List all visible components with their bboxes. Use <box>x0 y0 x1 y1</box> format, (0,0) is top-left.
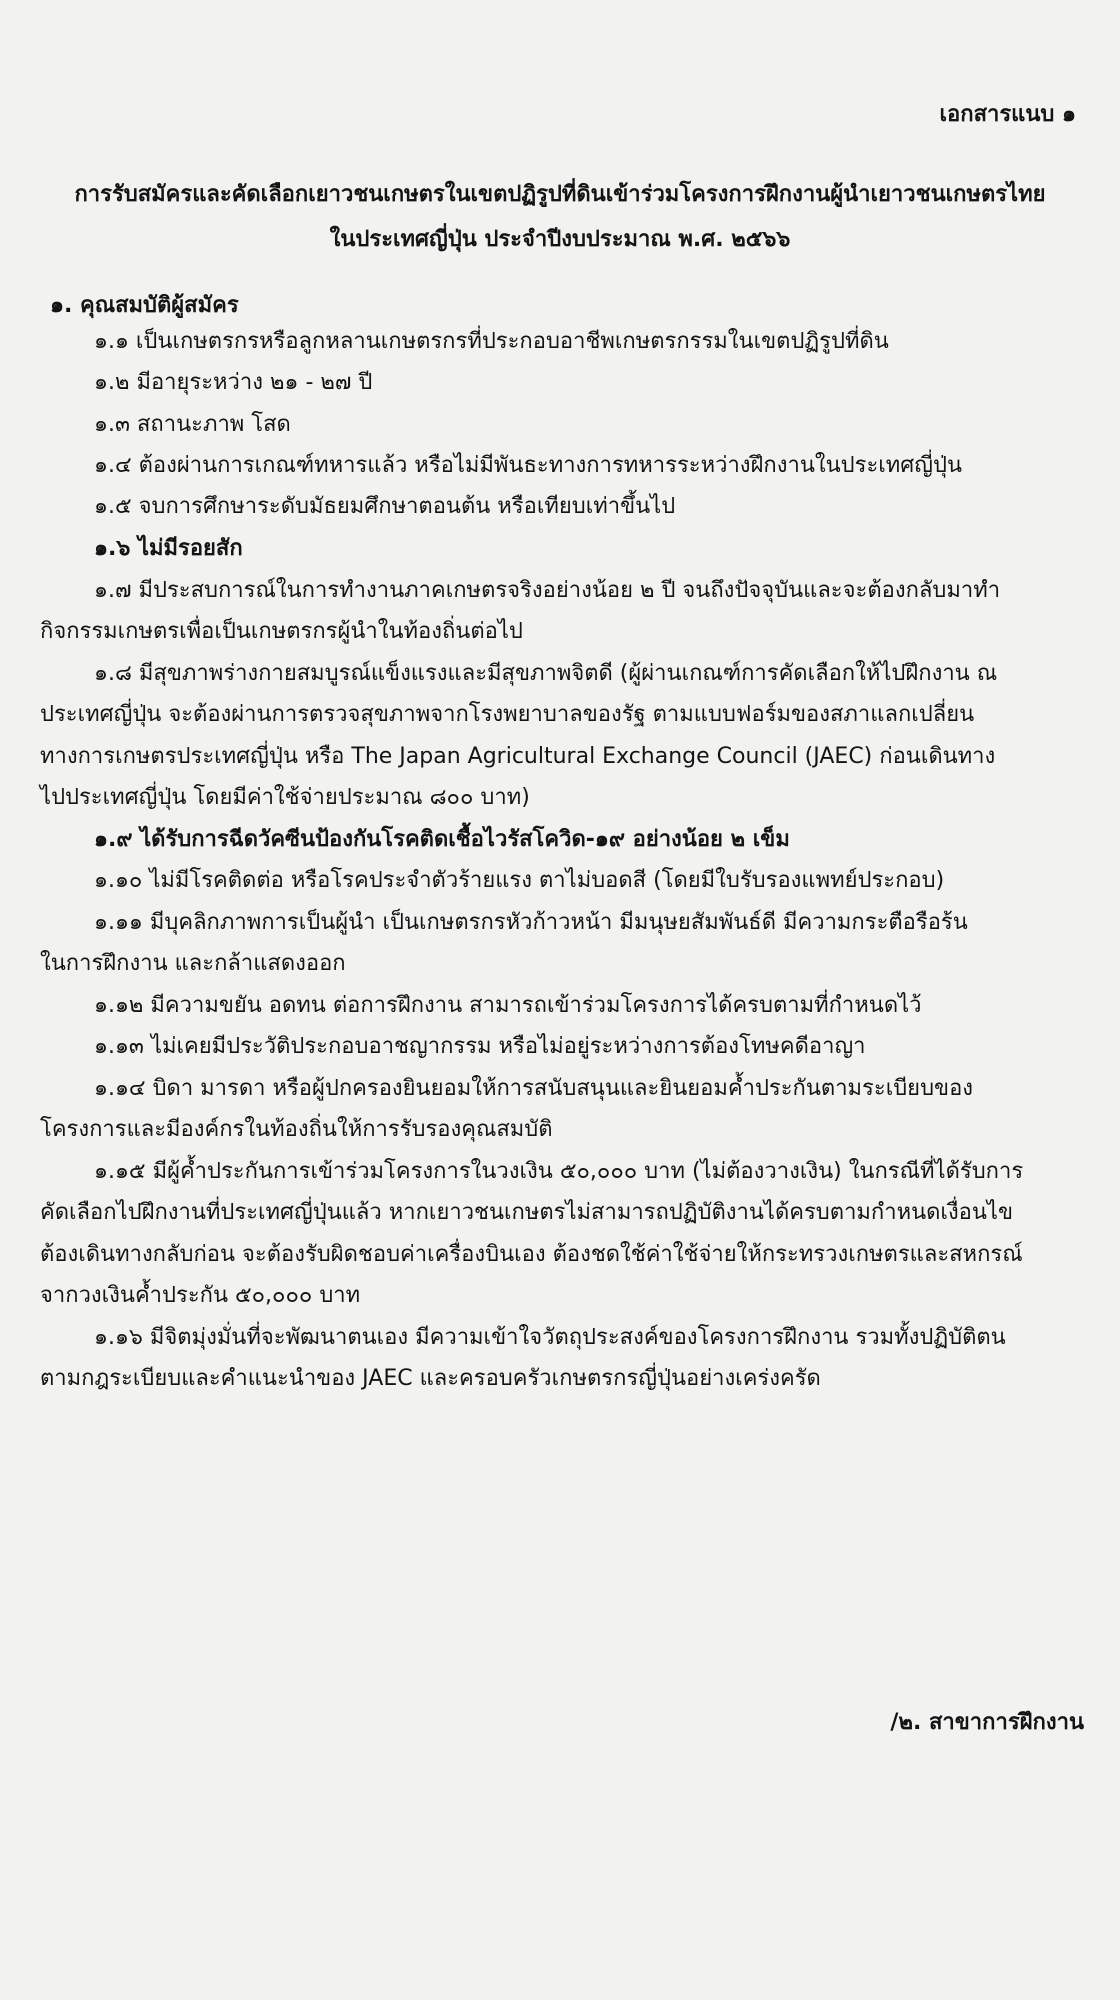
item-1-8-line-4: ไปประเทศญี่ปุ่น โดยมีค่าใช้จ่ายประมาณ ๘๐๐ บาท) <box>40 785 530 810</box>
section-heading: ๑. คุณสมบัติผู้สมัคร <box>50 293 239 318</box>
item-1-8-line-3: ทางการเกษตรประเทศญี่ปุ่น หรือ The Japan Agricultural Exchange Council (JAEC) ก่อนเดินทาง <box>40 744 996 769</box>
item-1-15-line-2: คัดเลือกไปฝึกงานที่ประเทศญี่ปุ่นแล้ว หากเยาวชนเกษตรไม่สามารถปฏิบัติงานได้ครบตามกำหนดเงื่อนไข <box>40 1200 1014 1225</box>
item-1-9: ๑.๙ ได้รับการฉีดวัคซีนป้องกันโรคติดเชื้อไวรัสโควิด-๑๙ อย่างน้อย ๒ เข็ม <box>94 827 790 852</box>
page-continuation-footer: /๒. สาขาการฝึกงาน <box>890 1710 1084 1735</box>
item-1-16-line-1: ๑.๑๖ มีจิตมุ่งมั่นที่จะพัฒนาตนเอง มีความเข้าใจวัตถุประสงค์ของโครงการฝึกงาน รวมทั้งปฏิบัติตน <box>94 1325 1006 1350</box>
item-1-3: ๑.๓ สถานะภาพ โสด <box>94 412 291 437</box>
item-1-11-line-2: ในการฝึกงาน และกล้าแสดงออก <box>40 951 346 976</box>
item-1-7-line-1: ๑.๗ มีประสบการณ์ในการทำงานภาคเกษตรจริงอย่างน้อย ๒ ปี จนถึงปัจจุบันและจะต้องกลับมาทำ <box>94 578 1001 603</box>
document-title-line-2: ในประเทศญี่ปุ่น ประจำปีงบประมาณ พ.ศ. ๒๕๖๖ <box>329 227 791 252</box>
item-1-14-line-1: ๑.๑๔ บิดา มารดา หรือผู้ปกครองยินยอมให้การสนับสนุนและยินยอมค้ำประกันตามระเบียบของ <box>94 1076 974 1101</box>
item-1-7-line-2: กิจกรรมเกษตรเพื่อเป็นเกษตรกรผู้นำในท้องถิ่นต่อไป <box>40 619 523 644</box>
item-1-15-line-1: ๑.๑๕ มีผู้ค้ำประกันการเข้าร่วมโครงการในวงเงิน ๕๐,๐๐๐ บาท (ไม่ต้องวางเงิน) ในกรณีที่ได้รับการ <box>94 1159 1024 1184</box>
item-1-4: ๑.๔ ต้องผ่านการเกณฑ์ทหารแล้ว หรือไม่มีพันธะทางการทหารระหว่างฝึกงานในประเทศญี่ปุ่น <box>94 453 963 478</box>
item-1-11-line-1: ๑.๑๑ มีบุคลิกภาพการเป็นผู้นำ เป็นเกษตรกรหัวก้าวหน้า มีมนุษยสัมพันธ์ดี มีความกระตือรือร้น <box>94 910 968 935</box>
annex-label: เอกสารแนบ ๑ <box>939 102 1076 127</box>
item-1-1: ๑.๑ เป็นเกษตรกรหรือลูกหลานเกษตรกรที่ประกอบอาชีพเกษตรกรรมในเขตปฏิรูปที่ดิน <box>94 329 889 354</box>
item-1-8-line-2: ประเทศญี่ปุ่น จะต้องผ่านการตรวจสุขภาพจากโรงพยาบาลของรัฐ ตามแบบฟอร์มของสภาแลกเปลี่ยน <box>40 702 975 727</box>
item-1-6: ๑.๖ ไม่มีรอยสัก <box>94 536 243 561</box>
item-1-10: ๑.๑๐ ไม่มีโรคติดต่อ หรือโรคประจำตัวร้ายแรง ตาไม่บอดสี (โดยมีใบรับรองแพทย์ประกอบ) <box>94 868 945 893</box>
item-1-15-line-4: จากวงเงินค้ำประกัน ๕๐,๐๐๐ บาท <box>40 1283 361 1308</box>
item-1-5: ๑.๕ จบการศึกษาระดับมัธยมศึกษาตอนต้น หรือเทียบเท่าขึ้นไป <box>94 494 676 519</box>
item-1-8-line-1: ๑.๘ มีสุขภาพร่างกายสมบูรณ์แข็งแรงและมีสุขภาพจิตดี (ผู้ผ่านเกณฑ์การคัดเลือกให้ไปฝึกงาน ณ <box>94 661 998 686</box>
item-1-2: ๑.๒ มีอายุระหว่าง ๒๑ - ๒๗ ปี <box>94 370 373 395</box>
item-1-12: ๑.๑๒ มีความขยัน อดทน ต่อการฝึกงาน สามารถเข้าร่วมโครงการได้ครบตามที่กำหนดไว้ <box>94 993 922 1018</box>
document-title-line-1: การรับสมัครและคัดเลือกเยาวชนเกษตรในเขตปฏิรูปที่ดินเข้าร่วมโครงการฝึกงานผู้นำเยาวชนเกษตรไทย <box>74 182 1046 207</box>
item-1-15-line-3: ต้องเดินทางกลับก่อน จะต้องรับผิดชอบค่าเครื่องบินเอง ต้องชดใช้ค่าใช้จ่ายให้กระทรวงเกษตรและสหกรณ์ <box>40 1242 1023 1267</box>
item-1-14-line-2: โครงการและมีองค์กรในท้องถิ่นให้การรับรองคุณสมบัติ <box>40 1117 553 1142</box>
item-1-16-line-2: ตามกฎระเบียบและคำแนะนำของ JAEC และครอบครัวเกษตรกรญี่ปุ่นอย่างเคร่งครัด <box>40 1366 821 1391</box>
item-1-13: ๑.๑๓ ไม่เคยมีประวัติประกอบอาชญากรรม หรือไม่อยู่ระหว่างการต้องโทษคดีอาญา <box>94 1034 866 1059</box>
